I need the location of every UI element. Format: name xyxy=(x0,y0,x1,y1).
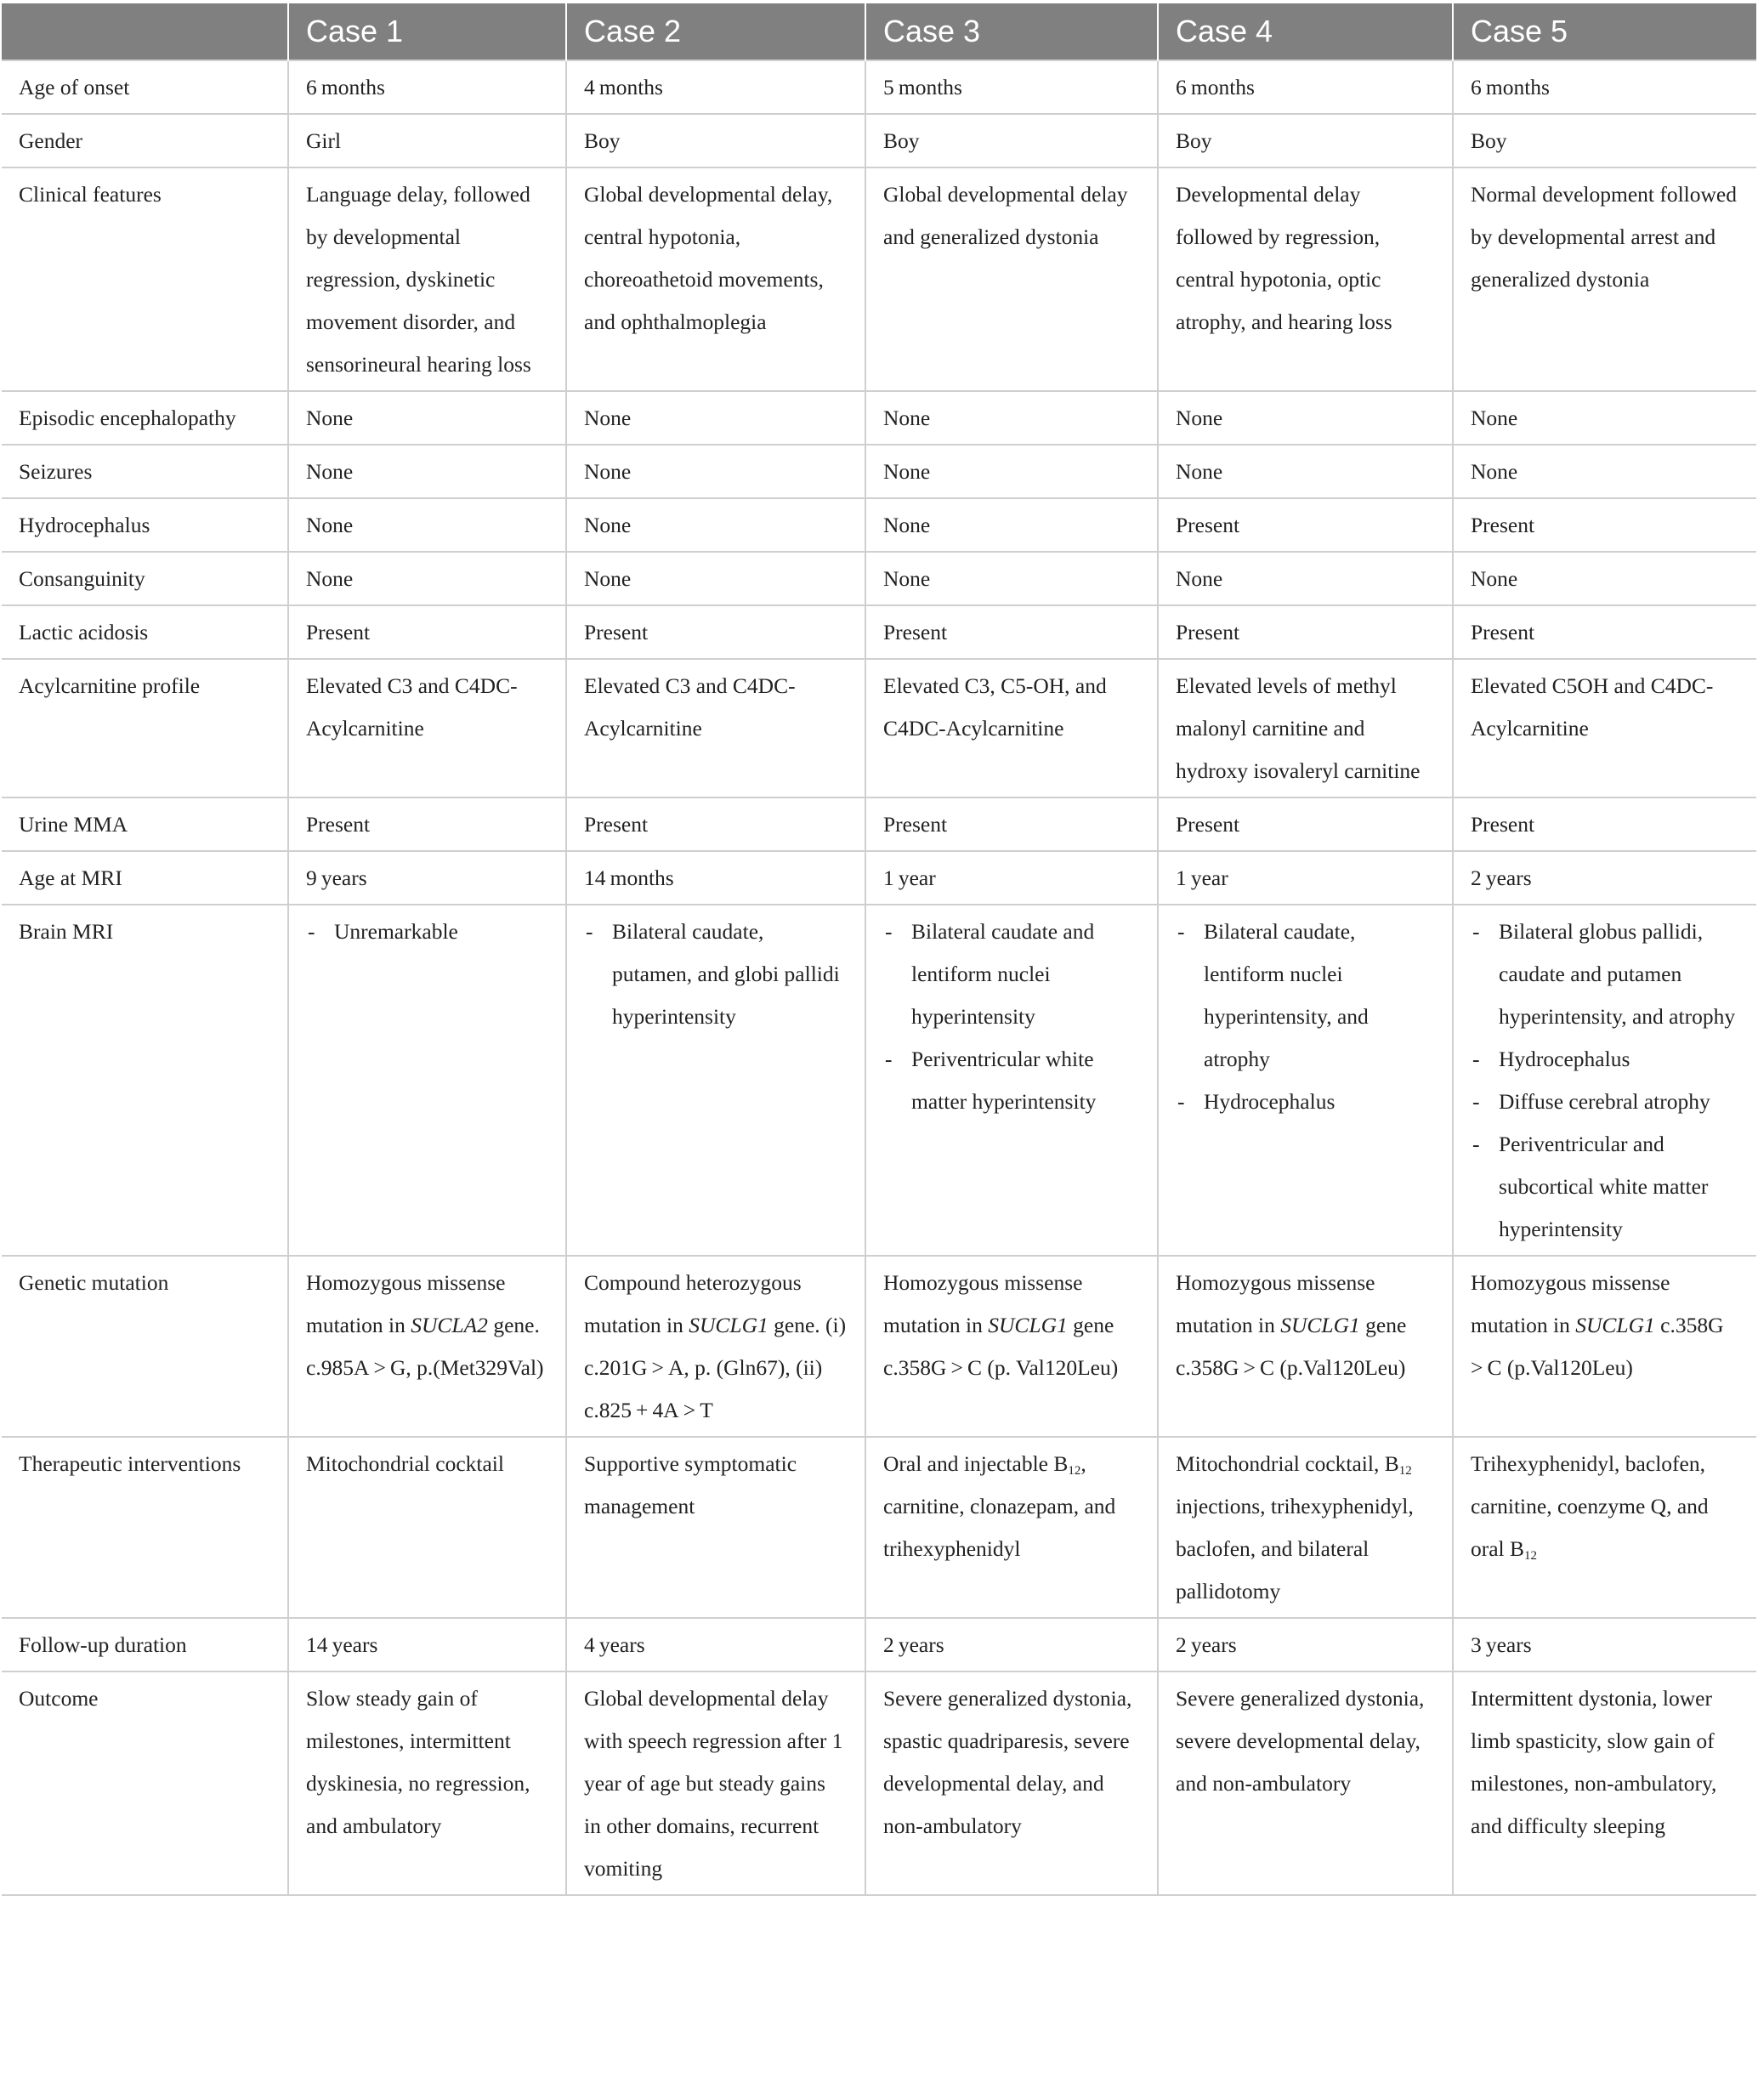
mri-findings-list xyxy=(1176,911,1435,1123)
row-label: Acylcarnitine profile xyxy=(2,659,288,797)
table-cell xyxy=(1158,1256,1453,1437)
table-cell xyxy=(1453,1437,1756,1618)
header-cell-case-3: Case 3 xyxy=(865,3,1158,60)
table-cell: Elevated C3, C5-OH, and C4DC-Acylcarnitine xyxy=(865,659,1158,797)
therapy-text: Mitochondrial cocktail, B xyxy=(1176,1451,1399,1476)
row-label: Lactic acidosis xyxy=(2,605,288,659)
header-cell-blank xyxy=(2,3,288,60)
row-label: Follow-up duration xyxy=(2,1618,288,1671)
table-cell: None xyxy=(566,391,865,445)
table-cell: Present xyxy=(1158,605,1453,659)
table-cell: Global developmental delay with speech regression after 1 year of age but steady gains in other domains, recurrent vomiting xyxy=(566,1671,865,1895)
table-cell: None xyxy=(1158,391,1453,445)
table-cell: Severe generalized dystonia, spastic quadriparesis, severe developmental delay, and non-ambulatory xyxy=(865,1671,1158,1895)
table-cell xyxy=(865,1256,1158,1437)
table-cell: None xyxy=(288,391,566,445)
table-cell: Slow steady gain of milestones, intermittent dyskinesia, no regression, and ambulatory xyxy=(288,1671,566,1895)
table-row xyxy=(2,1618,1756,1671)
therapy-text: , carnitine, clonazepam, and trihexyphenidyl xyxy=(883,1451,1116,1561)
table-cell: Present xyxy=(566,605,865,659)
table-row xyxy=(2,851,1756,905)
table-row xyxy=(2,659,1756,797)
row-label: Outcome xyxy=(2,1671,288,1895)
therapy-text: injections, trihexyphenidyl, baclofen, and bilateral pallidotomy xyxy=(1176,1494,1414,1603)
table-cell: None xyxy=(288,445,566,498)
table-cell: Elevated C5OH and C4DC-Acylcarnitine xyxy=(1453,659,1756,797)
table-cell: Elevated levels of methyl malonyl carnitine and hydroxy isovaleryl carnitine xyxy=(1158,659,1453,797)
table-cell: None xyxy=(1158,552,1453,605)
row-label: Episodic encephalopathy xyxy=(2,391,288,445)
table-cell: Boy xyxy=(1453,114,1756,167)
table-cell: Present xyxy=(865,797,1158,851)
table-cell: 2 years xyxy=(865,1618,1158,1671)
header-cell-case-2: Case 2 xyxy=(566,3,865,60)
table-cell: 6 months xyxy=(288,60,566,114)
table-cell: Present xyxy=(1158,498,1453,552)
table-cell: None xyxy=(566,498,865,552)
table-cell xyxy=(1453,1256,1756,1437)
table-cell: Present xyxy=(865,605,1158,659)
table-cell: Language delay, followed by developmental regression, dyskinetic movement disorder, and sensorineural hearing loss xyxy=(288,167,566,391)
table-cell: Intermittent dystonia, lower limb spasticity, slow gain of milestones, non-ambulatory, and difficulty sleeping xyxy=(1453,1671,1756,1895)
table-row xyxy=(2,114,1756,167)
table-cell: None xyxy=(865,552,1158,605)
table-cell: None xyxy=(1453,391,1756,445)
mri-finding: - Periventricular and subcortical white matter hyperintensity xyxy=(1471,1123,1739,1251)
mutation-text: c.358G > C (p.Val120Leu) xyxy=(1471,1313,1728,1380)
table-cell xyxy=(566,905,865,1256)
table-cell: None xyxy=(1453,552,1756,605)
table-row xyxy=(2,905,1756,1256)
table-row xyxy=(2,1671,1756,1895)
subscript: 12 xyxy=(1524,1549,1538,1563)
row-label: Age at MRI xyxy=(2,851,288,905)
mri-finding: - Bilateral caudate, putamen, and globi pallidi hyperintensity xyxy=(584,911,848,1038)
table-cell: Boy xyxy=(1158,114,1453,167)
table-cell: Present xyxy=(566,797,865,851)
table-cell xyxy=(288,1437,566,1618)
table-cell xyxy=(566,1256,865,1437)
mutation-text: Compound heterozygous mutation in xyxy=(584,1270,802,1337)
row-label: Clinical features xyxy=(2,167,288,391)
therapy-text: Trihexyphenidyl, baclofen, carnitine, coenzyme Q, and oral B xyxy=(1471,1451,1709,1561)
table-row xyxy=(2,1437,1756,1618)
mutation-text: Homozygous missense mutation in xyxy=(883,1270,1083,1337)
gene-name: SUCLG1 xyxy=(1280,1313,1360,1337)
header-cell-case-1: Case 1 xyxy=(288,3,566,60)
table-cell: 9 years xyxy=(288,851,566,905)
table-cell: Normal development followed by developmental arrest and generalized dystonia xyxy=(1453,167,1756,391)
table-cell: None xyxy=(566,552,865,605)
table-row xyxy=(2,1256,1756,1437)
row-label: Urine MMA xyxy=(2,797,288,851)
table-cell: None xyxy=(865,391,1158,445)
mutation-text: gene c.358G > C (p. Val120Leu) xyxy=(883,1313,1119,1380)
table-cell: Global developmental delay, central hypotonia, choreoathetoid movements, and ophthalmoplegia xyxy=(566,167,865,391)
case-comparison-table xyxy=(2,3,1756,1896)
table-row xyxy=(2,445,1756,498)
gene-name: SUCLA2 xyxy=(411,1313,488,1337)
table-cell: Global developmental delay and generalized dystonia xyxy=(865,167,1158,391)
subscript: 12 xyxy=(1068,1464,1081,1478)
gene-name: SUCLG1 xyxy=(1575,1313,1655,1337)
table-cell: Elevated C3 and C4DC-Acylcarnitine xyxy=(566,659,865,797)
mri-finding: - Hydrocephalus xyxy=(1176,1081,1435,1123)
table-cell xyxy=(1158,905,1453,1256)
row-label: Seizures xyxy=(2,445,288,498)
mri-finding: - Bilateral caudate and lentiform nuclei hyperintensity xyxy=(883,911,1140,1038)
table-cell: Severe generalized dystonia, severe developmental delay, and non-ambulatory xyxy=(1158,1671,1453,1895)
header-cell-case-4: Case 4 xyxy=(1158,3,1453,60)
table-cell: None xyxy=(288,552,566,605)
mutation-text: gene. (i) c.201G > A, p. (Gln67), (ii) c.825 + 4A > T xyxy=(584,1313,847,1422)
mri-finding: - Bilateral globus pallidi, caudate and putamen hyperintensity, and atrophy xyxy=(1471,911,1739,1038)
table-row xyxy=(2,797,1756,851)
table-cell: 5 months xyxy=(865,60,1158,114)
therapy-text: Mitochondrial cocktail xyxy=(306,1451,504,1476)
table-row xyxy=(2,391,1756,445)
therapy-text: Oral and injectable B xyxy=(883,1451,1069,1476)
table-row xyxy=(2,167,1756,391)
mutation-text: gene. c.985A > G, p.(Met329Val) xyxy=(306,1313,544,1380)
table-cell: Girl xyxy=(288,114,566,167)
row-label: Gender xyxy=(2,114,288,167)
table-cell: 6 months xyxy=(1453,60,1756,114)
table-cell: None xyxy=(1453,445,1756,498)
mri-finding: - Hydrocephalus xyxy=(1471,1038,1739,1081)
row-label: Age of onset xyxy=(2,60,288,114)
header-cell-case-5: Case 5 xyxy=(1453,3,1756,60)
table-cell: Present xyxy=(1158,797,1453,851)
mutation-text: gene c.358G > C (p.Val120Leu) xyxy=(1176,1313,1407,1380)
table-cell: 6 months xyxy=(1158,60,1453,114)
therapy-text: Supportive symptomatic management xyxy=(584,1451,797,1518)
mutation-text: Homozygous missense mutation in xyxy=(1471,1270,1670,1337)
table-cell: 2 years xyxy=(1453,851,1756,905)
header-row xyxy=(2,3,1756,60)
table-cell: Boy xyxy=(566,114,865,167)
table-cell: Present xyxy=(288,797,566,851)
mri-findings-list xyxy=(883,911,1140,1123)
table-cell: 14 years xyxy=(288,1618,566,1671)
table-cell: None xyxy=(1158,445,1453,498)
row-label: Therapeutic interventions xyxy=(2,1437,288,1618)
table-cell xyxy=(566,1437,865,1618)
table-cell: Present xyxy=(1453,498,1756,552)
table-row xyxy=(2,498,1756,552)
subscript: 12 xyxy=(1398,1464,1412,1478)
table-cell: 14 months xyxy=(566,851,865,905)
table-cell xyxy=(865,1437,1158,1618)
mri-findings-list xyxy=(306,911,548,953)
table-cell: None xyxy=(865,445,1158,498)
table-cell: None xyxy=(865,498,1158,552)
table-cell: 1 year xyxy=(1158,851,1453,905)
table-cell: 4 years xyxy=(566,1618,865,1671)
table-cell: None xyxy=(566,445,865,498)
row-label: Brain MRI xyxy=(2,905,288,1256)
table-cell: 1 year xyxy=(865,851,1158,905)
table-cell xyxy=(288,905,566,1256)
mutation-text: Homozygous missense mutation in xyxy=(306,1270,506,1337)
table-cell: Present xyxy=(288,605,566,659)
table-cell: 2 years xyxy=(1158,1618,1453,1671)
table-row xyxy=(2,60,1756,114)
table-cell: 4 months xyxy=(566,60,865,114)
mri-findings-list xyxy=(584,911,848,1038)
mri-finding: - Bilateral caudate, lentiform nuclei hyperintensity, and atrophy xyxy=(1176,911,1435,1081)
table-cell xyxy=(1453,905,1756,1256)
gene-name: SUCLG1 xyxy=(689,1313,768,1337)
mri-finding: - Unremarkable xyxy=(306,911,548,953)
row-label: Genetic mutation xyxy=(2,1256,288,1437)
mutation-text: Homozygous missense mutation in xyxy=(1176,1270,1375,1337)
table-row xyxy=(2,605,1756,659)
table-cell: Elevated C3 and C4DC-Acylcarnitine xyxy=(288,659,566,797)
gene-name: SUCLG1 xyxy=(988,1313,1068,1337)
table-cell: None xyxy=(288,498,566,552)
row-label: Hydrocephalus xyxy=(2,498,288,552)
table-cell: Developmental delay followed by regression, central hypotonia, optic atrophy, and hearing loss xyxy=(1158,167,1453,391)
row-label: Consanguinity xyxy=(2,552,288,605)
table-cell: Present xyxy=(1453,605,1756,659)
mri-finding: - Diffuse cerebral atrophy xyxy=(1471,1081,1739,1123)
mri-finding: - Periventricular white matter hyperintensity xyxy=(883,1038,1140,1123)
table-cell xyxy=(288,1256,566,1437)
mri-findings-list xyxy=(1471,911,1739,1251)
table-row xyxy=(2,552,1756,605)
table-cell: 3 years xyxy=(1453,1618,1756,1671)
table-cell xyxy=(865,905,1158,1256)
table-cell xyxy=(1158,1437,1453,1618)
table-cell: Boy xyxy=(865,114,1158,167)
table-cell: Present xyxy=(1453,797,1756,851)
